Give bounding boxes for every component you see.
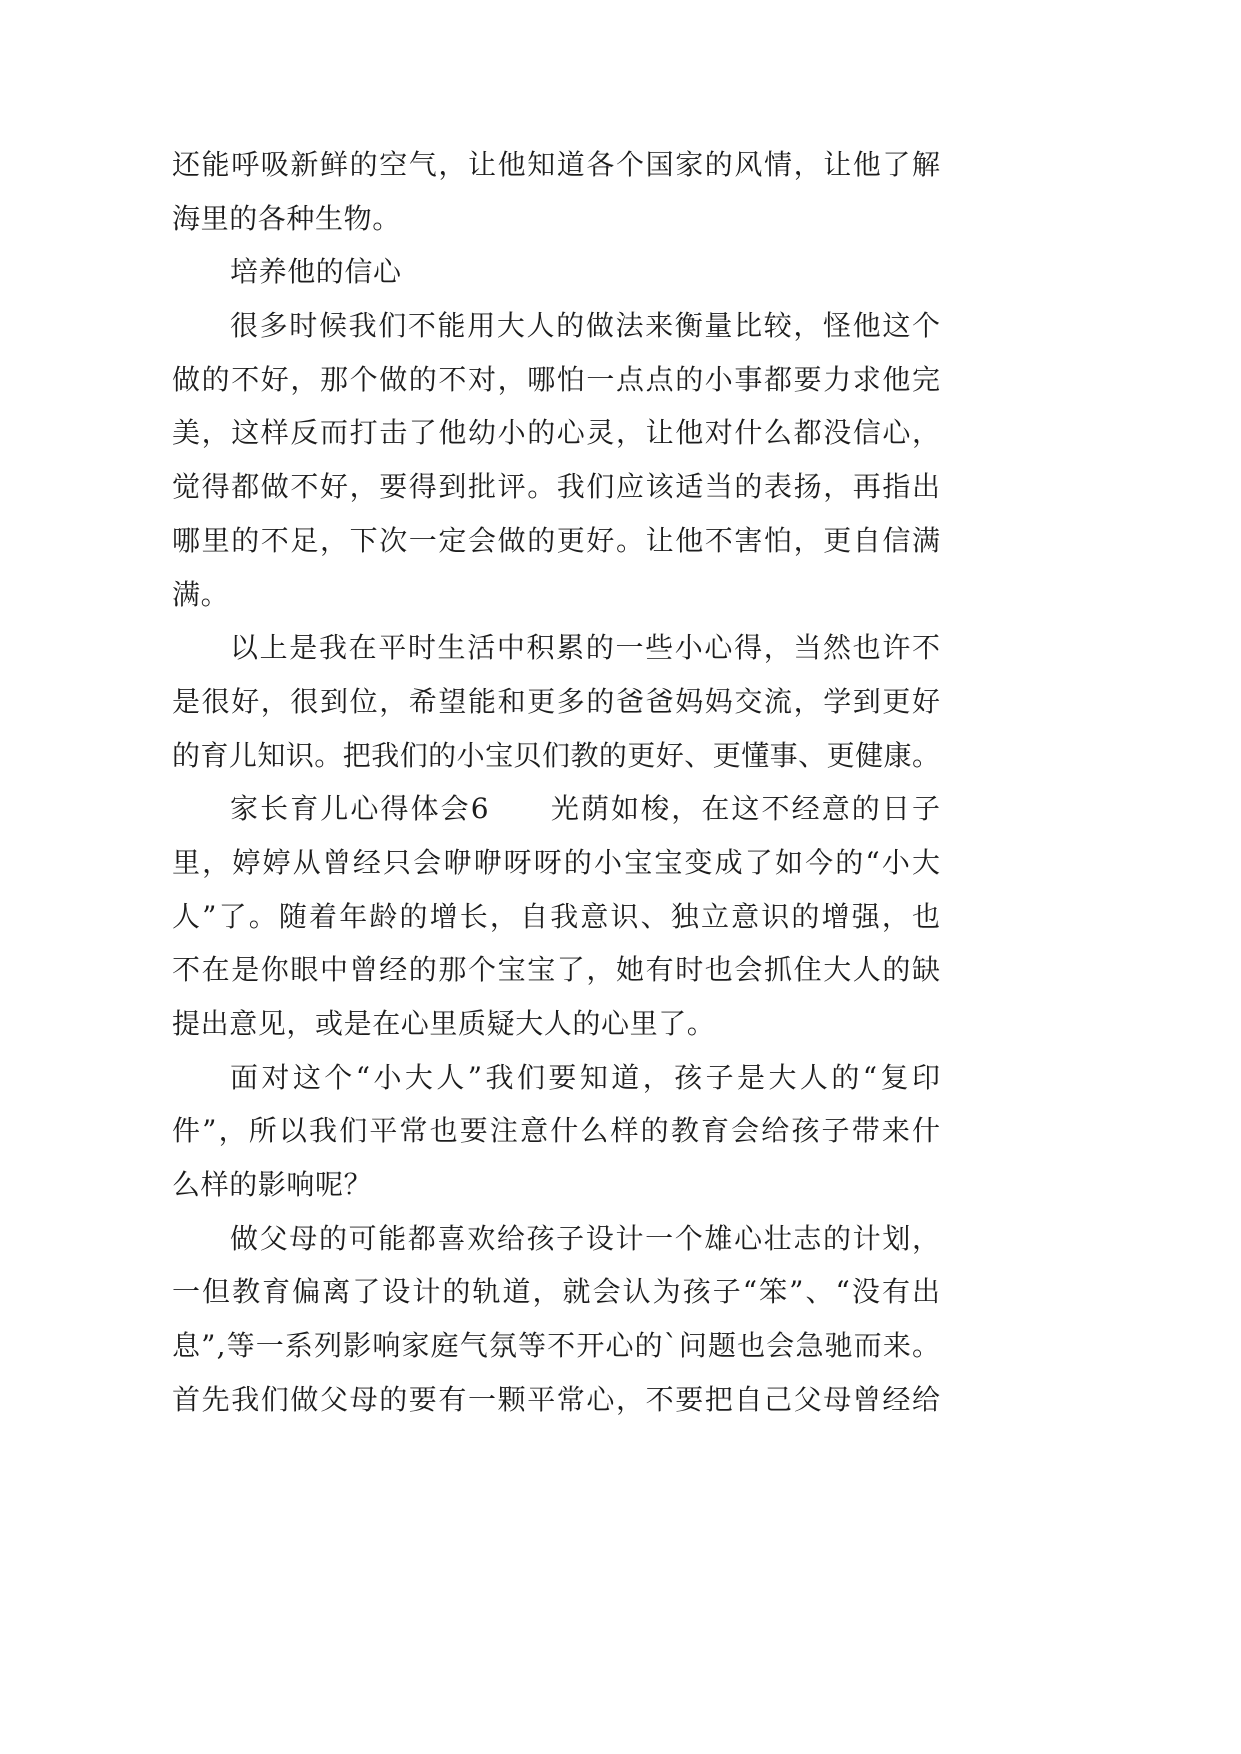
text-line: 么样的影响呢？ (172, 1168, 373, 1202)
text-line: 以上是我在平时生活中积累的一些小心得，当然也许不 (230, 631, 942, 665)
text-line: 不在是你眼中曾经的那个宝宝了，她有时也会抓住大人的缺 (172, 953, 942, 987)
text-line: 里，婷婷从曾经只会咿咿呀呀的小宝宝变成了如今的“小大 (172, 845, 943, 879)
text-line: 的育儿知识。把我们的小宝贝们教的更好、更懂事、更健康。 (172, 738, 941, 772)
paragraph (172, 621, 940, 782)
body-text (172, 138, 944, 1427)
text-line: 息”,等一系列影响家庭气氛等不开心的`问题也会急驰而来。 (172, 1329, 942, 1363)
text-line: 家长育儿心得体会6 光荫如梭，在这不经意的日子 (230, 792, 943, 826)
text-line: 件”，所以我们平常也要注意什么样的教育会给孩子带来什 (172, 1114, 943, 1148)
text-line: 首先我们做父母的要有一颗平常心，不要把自己父母曾经给 (172, 1382, 942, 1416)
paragraph (172, 1051, 944, 1212)
text-line: 是很好，很到位，希望能和更多的爸爸妈妈交流，学到更好 (172, 684, 942, 718)
text-line: 觉得都做不好，要得到批评。我们应该适当的表扬，再指出 (172, 470, 942, 504)
text-line: 培养他的信心 (230, 255, 402, 289)
paragraph (172, 299, 940, 621)
paragraph (172, 782, 943, 1050)
paragraph (172, 1212, 943, 1427)
text-line: 海里的各种生物。 (172, 201, 401, 235)
text-line: 提出意见，或是在心里质疑大人的心里了。 (172, 1007, 716, 1040)
text-line: 美，这样反而打击了他幼小的心灵，让他对什么都没信心， (172, 416, 942, 450)
text-line: 哪里的不足，下次一定会做的更好。让他不害怕，更自信满 (172, 523, 942, 557)
text-line: 面对这个“小大人”我们要知道，孩子是大人的“复印 (230, 1060, 944, 1094)
section-heading (172, 245, 940, 299)
text-line: 做父母的可能都喜欢给孩子设计一个雄心壮志的计划， (230, 1221, 942, 1255)
text-line: 一但教育偏离了设计的轨道，就会认为孩子“笨”、“没有出 (172, 1275, 943, 1309)
text-line: 很多时候我们不能用大人的做法来衡量比较，怪他这个 (230, 309, 942, 343)
text-line: 做的不好，那个做的不对，哪怕一点点的小事都要力求他完 (172, 362, 942, 396)
paragraph (172, 138, 940, 245)
text-line: 满。 (172, 577, 230, 611)
text-line: 人”了。随着年龄的增长，自我意识、独立意识的增强，也 (172, 899, 943, 933)
text-line: 还能呼吸新鲜的空气，让他知道各个国家的风情，让他了解 (172, 148, 942, 181)
